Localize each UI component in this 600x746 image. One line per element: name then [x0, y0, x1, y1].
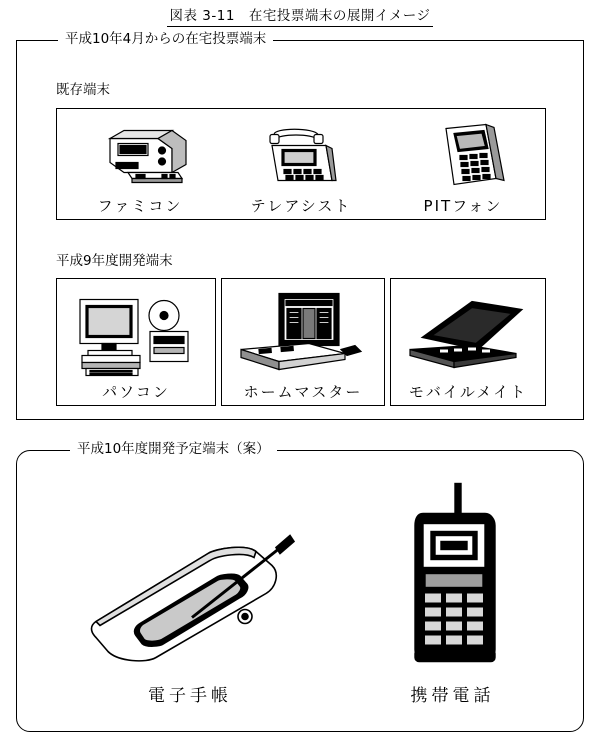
- item-mobile-phone: [345, 470, 560, 705]
- page-title: [0, 4, 600, 27]
- telephone-terminal-icon: [222, 112, 380, 199]
- item-caption: 電子手帳: [148, 686, 232, 706]
- figure-title-text: 図表 3-11 在宅投票端末の展開イメージ: [167, 4, 432, 27]
- home-master-terminal-icon: [223, 282, 383, 385]
- item-caption: PITフォン: [423, 197, 503, 215]
- pit-phone-icon: [384, 112, 542, 199]
- item-caption: パソコン: [102, 383, 170, 401]
- item-teleassist: [222, 112, 380, 216]
- item-pit-phone: [384, 112, 542, 216]
- item-home-master: [223, 282, 383, 402]
- item-pasocon: [58, 282, 214, 402]
- panel-current-legend: 平成10年4月からの在宅投票端末: [58, 33, 273, 47]
- item-pda: [40, 490, 340, 705]
- item-caption: テレアシスト: [250, 197, 352, 215]
- pda-stylus-icon: [40, 490, 340, 688]
- item-caption: ホームマスター: [243, 383, 363, 401]
- item-caption: モバイルメイト: [408, 383, 528, 401]
- game-console-icon: [62, 112, 218, 199]
- panel-planned-legend: 平成10年度開発予定端末（案）: [70, 443, 277, 457]
- laptop-computer-icon: [392, 282, 544, 385]
- desktop-computer-icon: [58, 282, 214, 385]
- item-mobile-mate: [392, 282, 544, 402]
- section-label-existing: 既存端末: [56, 82, 110, 98]
- section-label-developed-h9: 平成9年度開発端末: [56, 253, 173, 269]
- item-caption: 携帯電話: [410, 686, 495, 706]
- item-caption: ファミコン: [97, 197, 183, 215]
- item-famicom: [62, 112, 218, 216]
- mobile-phone-icon: [345, 470, 560, 688]
